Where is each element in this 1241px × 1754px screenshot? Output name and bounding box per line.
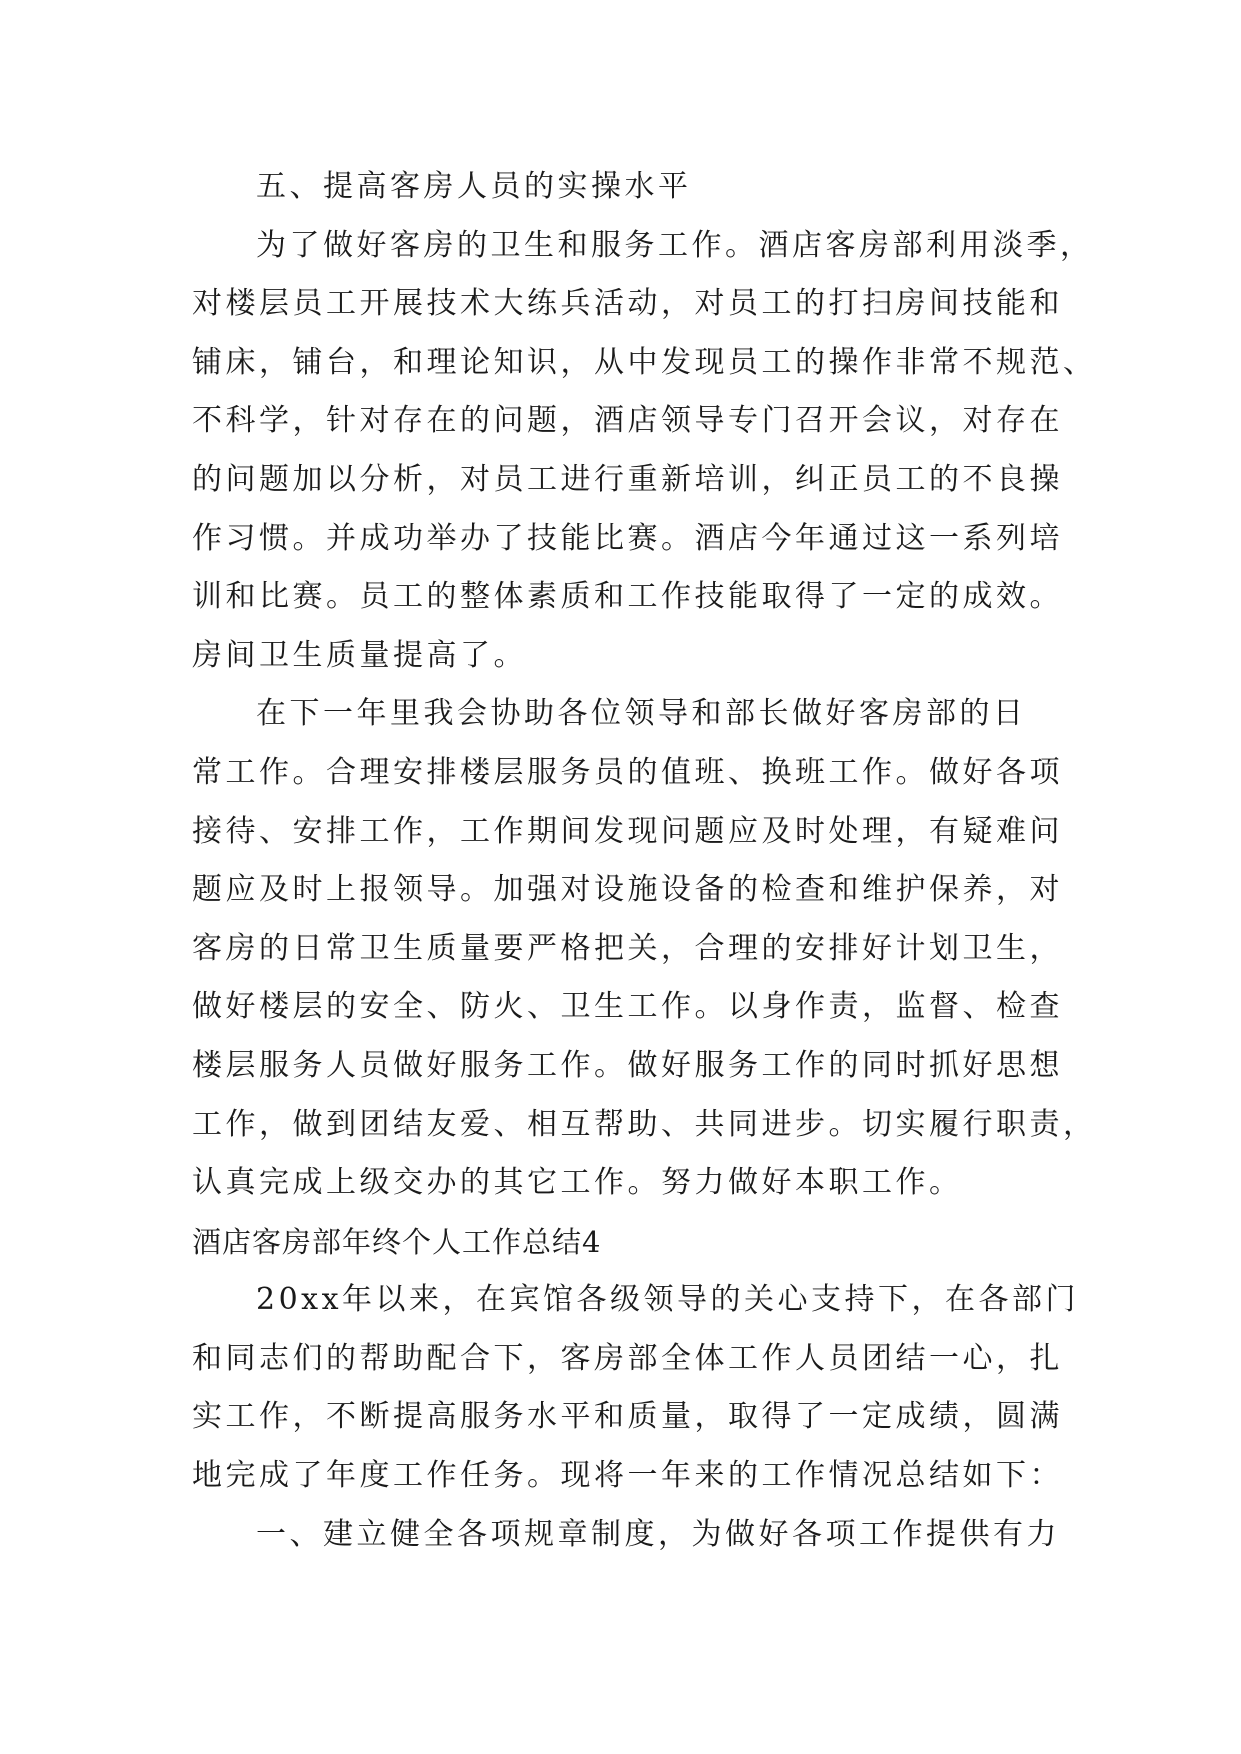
paragraph-line: 常工作。合理安排楼层服务员的值班、换班工作。做好各项 (192, 754, 1063, 790)
section-heading-5: 五、提高客房人员的实操水平 (256, 169, 692, 204)
paragraph-line: 认真完成上级交办的其它工作。努力做好本职工作。 (192, 1165, 963, 1201)
paragraph-line: 地完成了年度工作任务。现将一年来的工作情况总结如下： (192, 1458, 1063, 1494)
paragraph-line: 题应及时上报领导。加强对设施设备的检查和维护保养，对 (192, 872, 1063, 908)
paragraph-line: 客房的日常卫生质量要严格把关，合理的安排好计划卫生， (192, 930, 1063, 966)
paragraph-line: 为了做好客房的卫生和服务工作。酒店客房部利用淡季， (256, 227, 1094, 263)
paragraph-line: 做好楼层的安全、防火、卫生工作。以身作责，监督、检查 (192, 989, 1063, 1025)
paragraph-line: 工作，做到团结友爱、相互帮助、共同进步。切实履行职责， (192, 1106, 1097, 1142)
paragraph-line: 不科学，针对存在的问题，酒店领导专门召开会议，对存在 (192, 403, 1063, 439)
paragraph-line: 和同志们的帮助配合下，客房部全体工作人员团结一心，扎 (192, 1340, 1063, 1376)
document-body (192, 158, 1097, 1564)
paragraph-line: 20xx年以来，在宾馆各级领导的关心支持下，在各部门 (256, 1282, 1080, 1318)
paragraph-line: 作习惯。并成功举办了技能比赛。酒店今年通过这一系列培 (192, 520, 1063, 556)
paragraph-line: 在下一年里我会协助各位领导和部长做好客房部的日 (256, 696, 1027, 732)
article-title: 酒店客房部年终个人工作总结4 (192, 1224, 602, 1259)
paragraph-line: 接待、安排工作，工作期间发现问题应及时处理，有疑难问 (192, 813, 1063, 849)
paragraph-line: 实工作，不断提高服务水平和质量，取得了一定成绩，圆满 (192, 1399, 1063, 1435)
paragraph-line: 对楼层员工开展技术大练兵活动，对员工的打扫房间技能和 (192, 286, 1063, 322)
paragraph-line: 铺床，铺台，和理论知识，从中发现员工的操作非常不规范、 (192, 344, 1097, 380)
paragraph-line: 训和比赛。员工的整体素质和工作技能取得了一定的成效。 (192, 579, 1063, 615)
paragraph-line: 的问题加以分析，对员工进行重新培训，纠正员工的不良操 (192, 461, 1063, 497)
section-heading-1: 一、建立健全各项规章制度，为做好各项工作提供有力 (256, 1516, 1060, 1552)
paragraph-line: 楼层服务人员做好服务工作。做好服务工作的同时抓好思想 (192, 1047, 1063, 1083)
paragraph-line: 房间卫生质量提高了。 (192, 637, 527, 673)
